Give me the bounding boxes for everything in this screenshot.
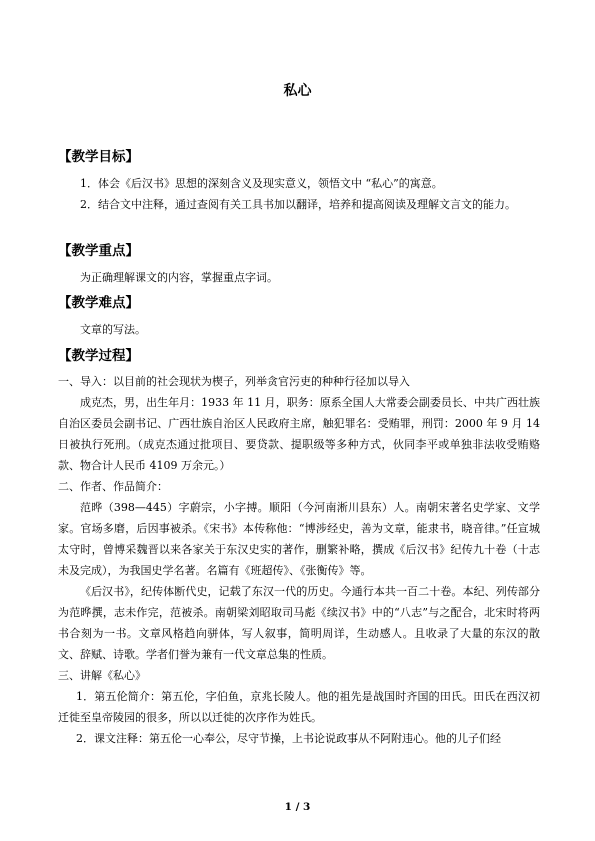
process-paragraph: 二、作者、作品简介： [58,480,168,493]
section-goals [58,148,540,215]
section-process [58,347,540,749]
process-paragraph: 1．第五伦简介：第五伦，字伯鱼，京兆长陵人。他的祖先是战国时齐国的田氏。田氏在西汉初迁徙至皇帝陵园的很多，所以以迁徙的次序作为姓氏。 [58,690,540,724]
page-title: 私心 [283,83,312,99]
process-paragraph: 2．课文注释：第五伦一心奉公，尽守节操，上书论说政事从不阿附违心。他的儿子们经 [76,732,501,745]
section-heading: 【教学过程】 [58,348,139,364]
process-paragraph: 成克杰，男，出生年月：1933 年 11 月，职务：原系全国人大常委会副委员长、中共广西壮族自治区委员会副书记、广西壮族自治区人民政府主席，触犯罪名：受贿罪，刑罚：2000 年 9 月 14 日被执行死刑。（成克杰通过批项目、要贷款、提职级等多种方式，伙同李平或单独非法收受贿赂款、物合计人民币 4109 万余元。） [58,396,540,472]
process-paragraph: 范晔（398—445）字蔚宗，小字搏。顺阳（今河南淅川县东）人。南朝宋著名史学家、文学家。官场多磨，后因事被杀。《宋书》本传称他：“博涉经史，善为文章，能隶书，晓音律。”任宣城太守时，曾博采魏晋以来各家关于东汉史实的著作，删繁补略，撰成《后汉书》纪传九十卷（十志未及完成），为我国史学名著。名篇有《班超传》、《张衡传》等。 [58,501,540,577]
goal-item-1: 1．体会《后汉书》思想的深刻含义及现实意义，领悟文中 “私心”的寓意。 [80,177,443,190]
section-key [58,242,540,288]
section-difficulty [58,294,540,340]
section-heading: 【教学重点】 [58,243,139,259]
section-heading: 【教学难点】 [58,295,139,311]
section-heading: 【教学目标】 [58,149,139,165]
goal-item-2: 2．结合文中注释，通过查阅有关工具书加以翻译，培养和提高阅读及理解文言文的能力。 [80,198,516,211]
difficulty-text: 文章的写法。 [80,323,146,336]
key-text: 为正确理解课文的内容，掌握重点字词。 [80,271,278,284]
page-number: 1 / 3 [284,801,311,813]
process-paragraph: 一、导入：以目前的社会现状为楔子，列举贪官污吏的种种行径加以导入 [58,375,410,388]
process-paragraph: 三、讲解《私心》 [58,669,146,682]
process-paragraph: 《后汉书》，纪传体断代史，记载了东汉一代的历史。今通行本共一百二十卷。本纪、列传部分为范晔撰，志未作完，范被杀。南朝梁刘昭取司马彪《续汉书》中的“八志”与之配合，北宋时将两书合刻为一书。文章风格趋向骈体，写人叙事，简明周详，生动感人。且收录了大量的东汉的散文、辞赋、诗歌。学者们誉为兼有一代文章总集的性质。 [58,585,540,661]
